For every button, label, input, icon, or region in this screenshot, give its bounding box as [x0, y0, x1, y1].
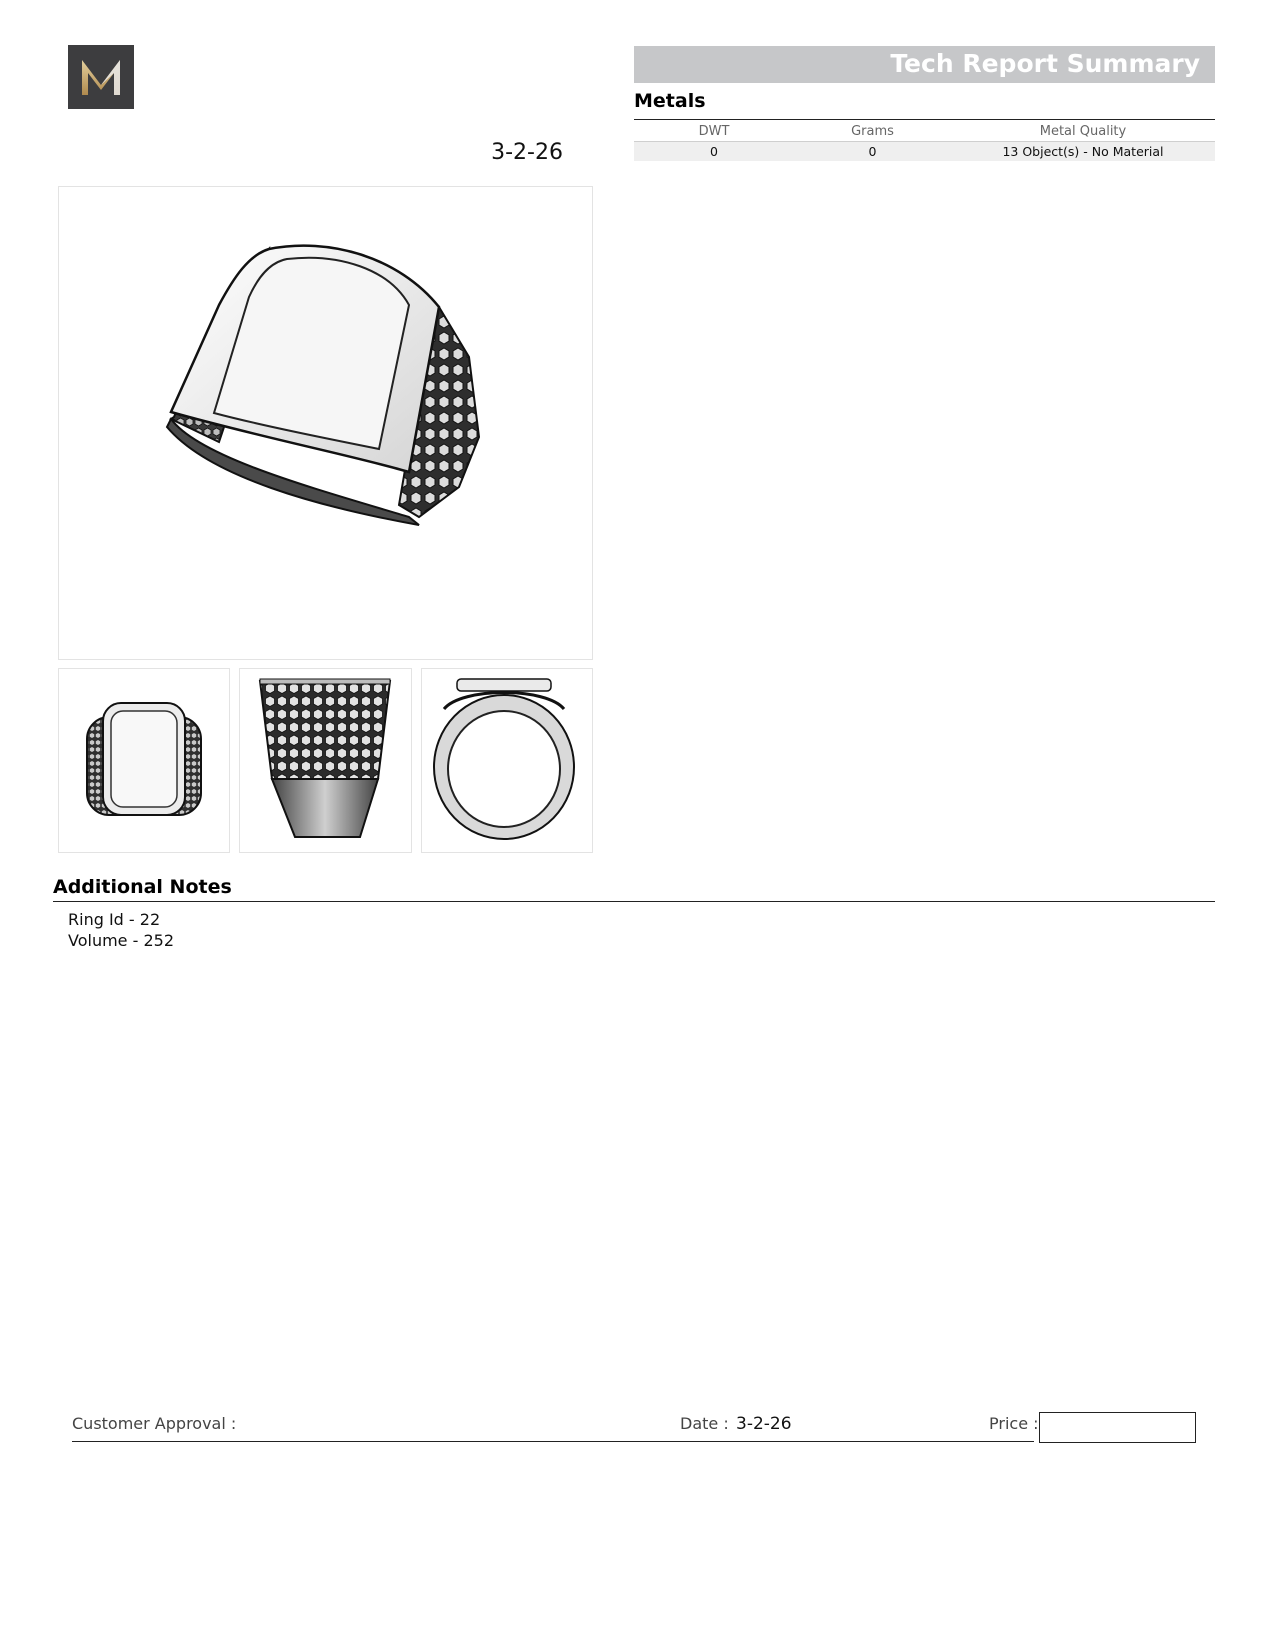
column-header-metal-quality: Metal Quality — [951, 121, 1215, 142]
m-logo-icon — [68, 45, 134, 109]
document-date: 3-2-26 — [491, 140, 563, 165]
price-label: Price : — [989, 1414, 1039, 1433]
company-logo — [68, 45, 134, 109]
note-ring-id: Ring Id - 22 — [68, 910, 161, 929]
price-field[interactable] — [1039, 1412, 1196, 1443]
metals-table — [634, 121, 1215, 161]
ring-side-view-thumbnail[interactable] — [239, 668, 412, 853]
metals-heading: Metals — [634, 90, 706, 112]
notes-divider — [53, 901, 1215, 902]
signature-line[interactable] — [72, 1441, 1034, 1442]
approval-date-value: 3-2-26 — [736, 1414, 792, 1434]
table-row — [634, 142, 1215, 162]
signet-ring-side-view-icon — [240, 669, 411, 852]
ring-top-view-thumbnail[interactable] — [58, 668, 230, 853]
report-title: Tech Report Summary — [890, 49, 1200, 78]
signet-ring-front-view-icon — [422, 669, 592, 852]
cell-grams: 0 — [794, 142, 951, 162]
notes-heading: Additional Notes — [53, 876, 232, 898]
notes-list — [68, 909, 174, 951]
metals-header-row — [634, 121, 1215, 142]
ring-main-render — [58, 186, 593, 660]
ring-front-view-thumbnail[interactable] — [421, 668, 593, 853]
cell-metal-quality: 13 Object(s) - No Material — [951, 142, 1215, 162]
report-title-bar — [634, 46, 1215, 83]
note-volume: Volume - 252 — [68, 931, 174, 950]
signet-ring-perspective-icon — [59, 187, 592, 659]
column-header-dwt: DWT — [634, 121, 794, 142]
cell-dwt: 0 — [634, 142, 794, 162]
column-header-grams: Grams — [794, 121, 951, 142]
approval-date-label: Date : — [680, 1414, 729, 1433]
metals-divider — [634, 119, 1215, 120]
customer-approval-label: Customer Approval : — [72, 1414, 237, 1433]
signet-ring-top-view-icon — [59, 669, 229, 852]
